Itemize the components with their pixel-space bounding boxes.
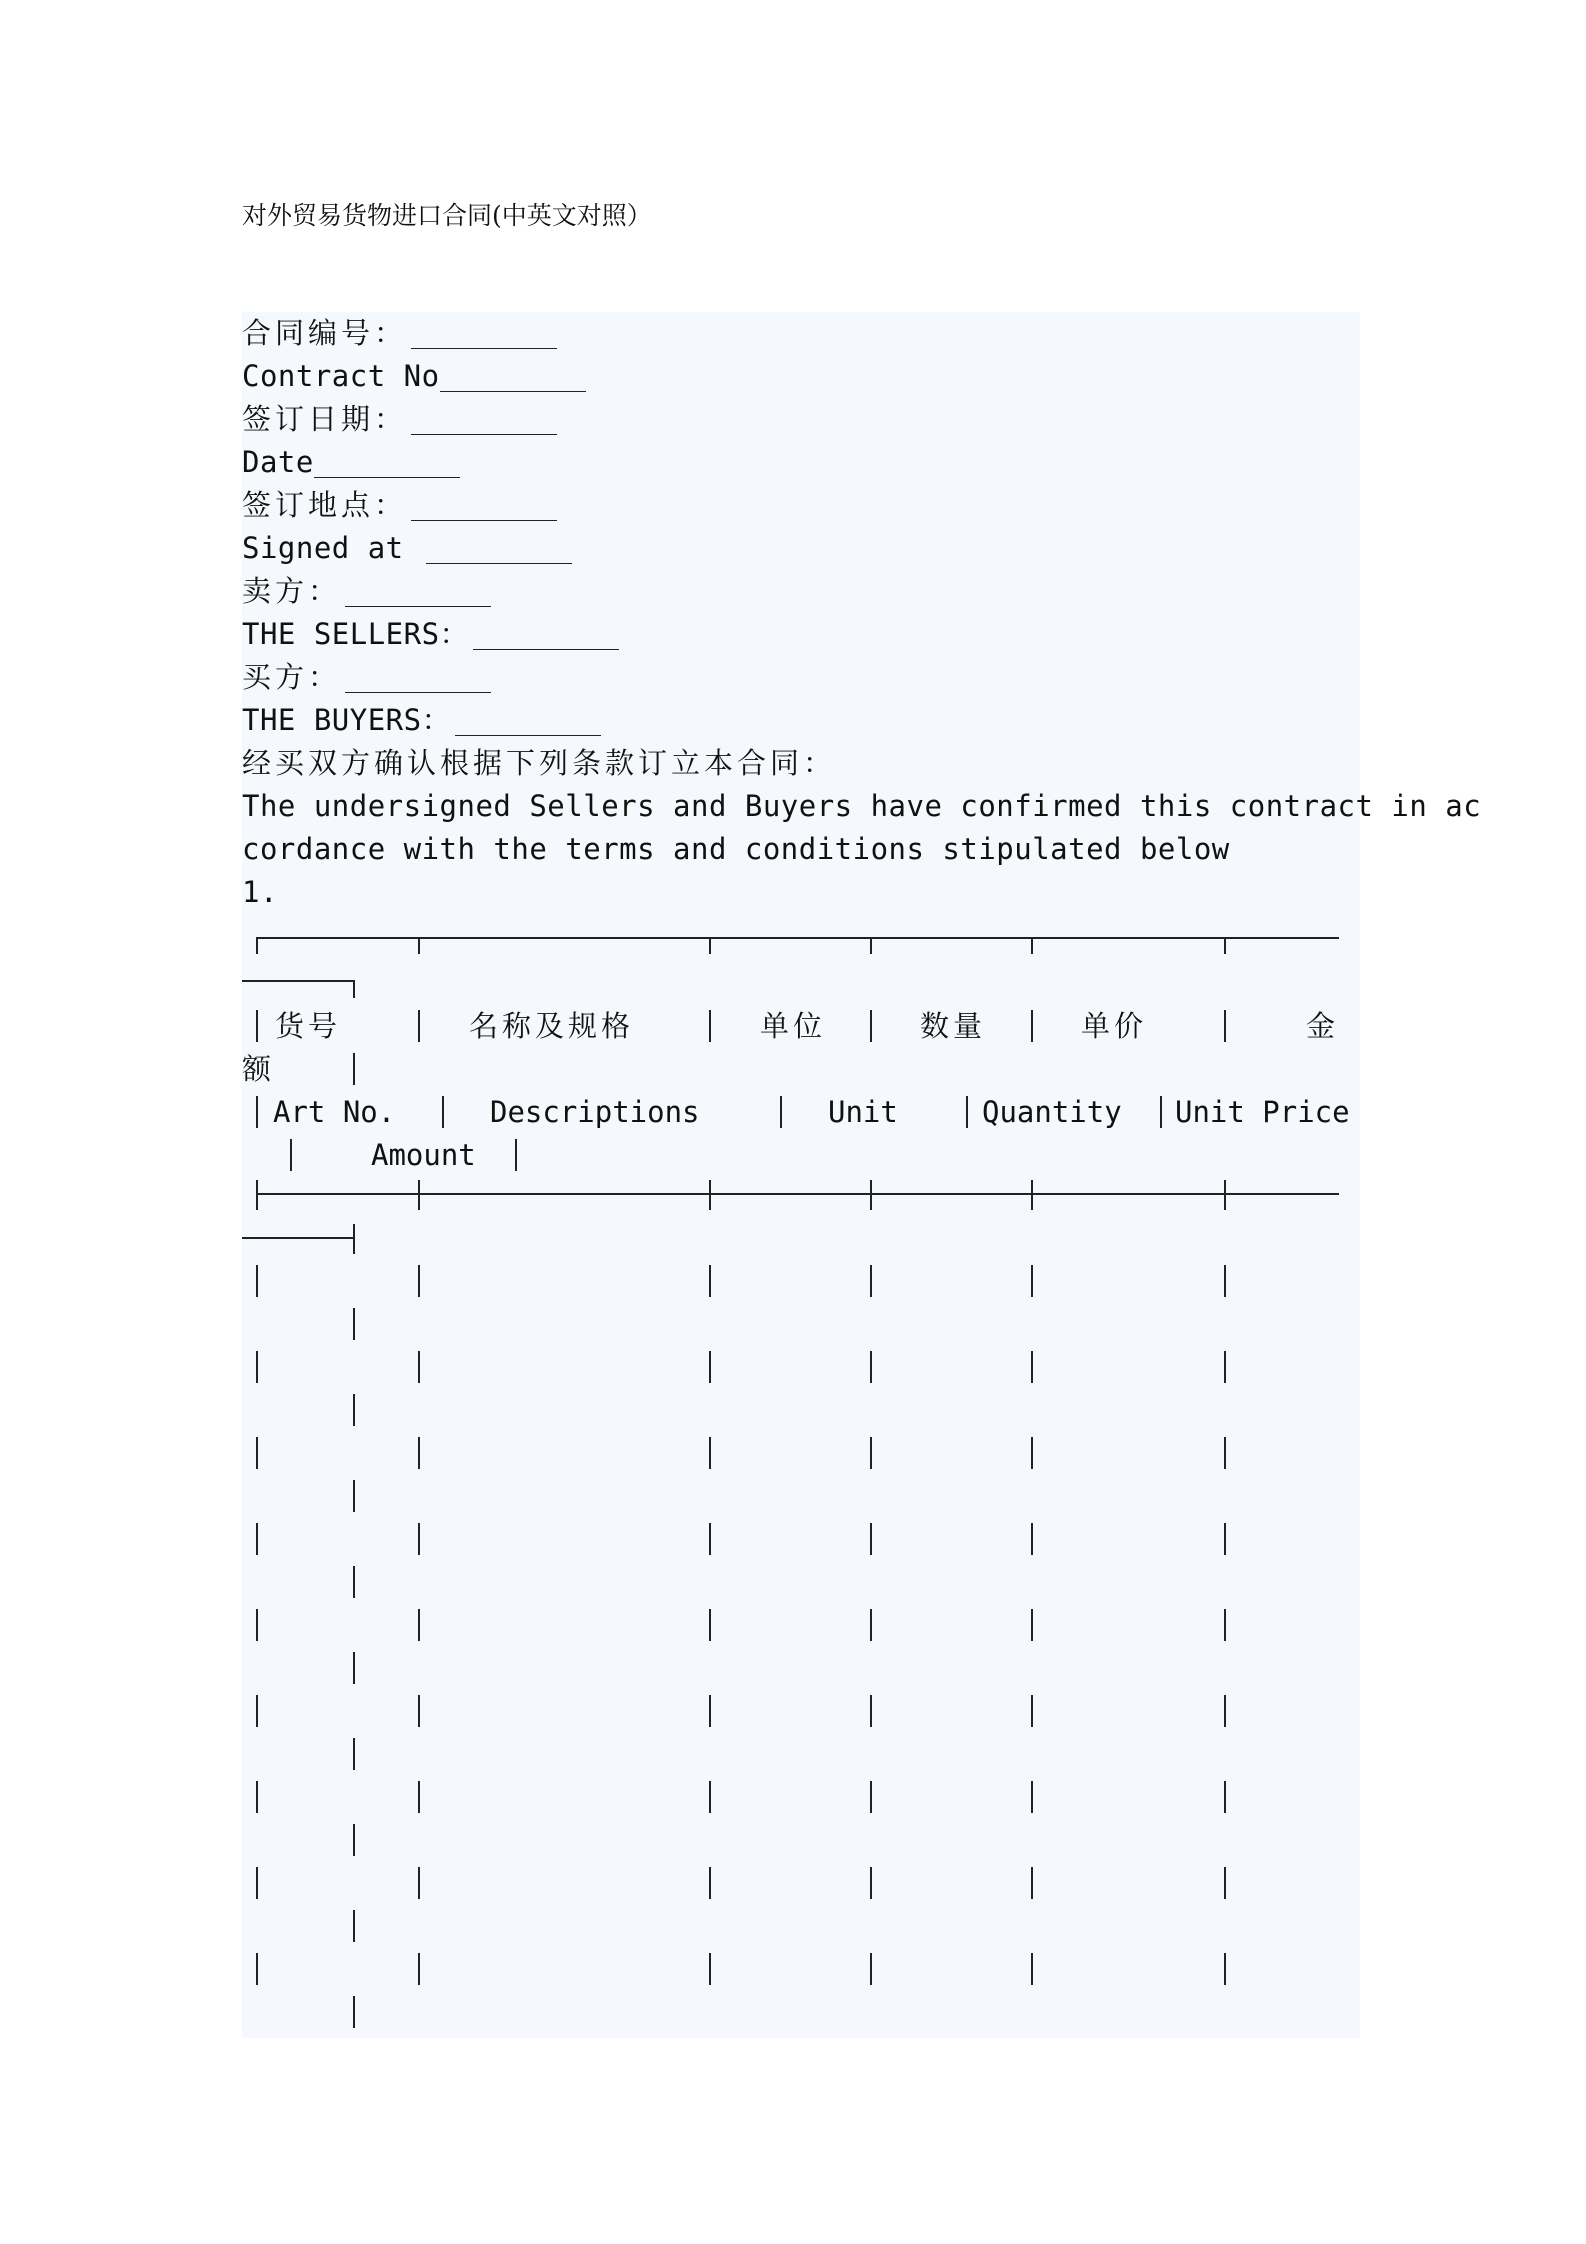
header-cn-art-no: 货号 [275, 1009, 342, 1043]
header-en-unit: Unit [828, 1095, 898, 1129]
header-en-unit-price: Unit Price [1175, 1095, 1350, 1129]
place-cn-blank [411, 490, 557, 521]
date-en-row [242, 441, 1360, 484]
date-cn-row [242, 398, 1360, 441]
header-cn-amount-part2: 额 [242, 1052, 276, 1086]
document-title: 对外贸易货物进口合同(中英文对照） [242, 201, 652, 230]
sellers-cn-blank [345, 576, 491, 607]
sellers-cn-label: 卖方： [242, 574, 342, 608]
header-cn-quantity: 数量 [920, 1009, 987, 1043]
place-en-label: Signed at [242, 531, 422, 565]
contract-header-lines [242, 312, 1482, 914]
date-en-blank [314, 447, 460, 478]
contract-no-en-label: Contract No [242, 359, 440, 393]
place-cn-row [242, 484, 1360, 527]
date-cn-blank [411, 404, 557, 435]
place-cn-label: 签订地点： [242, 488, 408, 522]
intro-en-line-2: cordance with the terms and conditions stipulated below [242, 832, 1230, 866]
date-cn-label: 签订日期： [242, 402, 408, 436]
sellers-en-blank [473, 619, 619, 650]
header-cn-amount-part1: 金 [1306, 1009, 1340, 1043]
header-cn-description: 名称及规格 [469, 1009, 635, 1043]
contract-no-cn-row [242, 312, 1360, 355]
contract-no-en-blank [440, 361, 586, 392]
intro-cn: 经买双方确认根据下列条款订立本合同： [242, 746, 837, 780]
place-en-row [242, 527, 1360, 570]
buyers-cn-blank [345, 662, 491, 693]
buyers-cn-row [242, 656, 1360, 699]
buyers-en-blank [455, 705, 601, 736]
sellers-cn-row [242, 570, 1360, 613]
buyers-en-row [242, 699, 1360, 742]
sellers-en-row [242, 613, 1360, 656]
contract-no-en-row [242, 355, 1360, 398]
item-number: 1. [242, 875, 278, 909]
intro-en-line-1: The undersigned Sellers and Buyers have confirmed this contract in ac [242, 789, 1482, 823]
sellers-en-label: THE SELLERS： [242, 617, 470, 651]
header-en-art-no: Art No. [273, 1095, 396, 1129]
header-en-amount: Amount [371, 1138, 476, 1172]
header-cn-unit: 单位 [760, 1009, 827, 1043]
contract-no-cn-blank [411, 318, 557, 349]
place-en-blank [426, 533, 572, 564]
buyers-en-label: THE BUYERS： [242, 703, 452, 737]
buyers-cn-label: 买方： [242, 660, 342, 694]
date-en-label: Date [242, 445, 314, 479]
header-en-quantity: Quantity [982, 1095, 1122, 1129]
header-cn-unit-price: 单价 [1081, 1009, 1148, 1043]
contract-no-cn-label: 合同编号： [242, 316, 408, 350]
header-en-description: Descriptions [490, 1095, 700, 1129]
